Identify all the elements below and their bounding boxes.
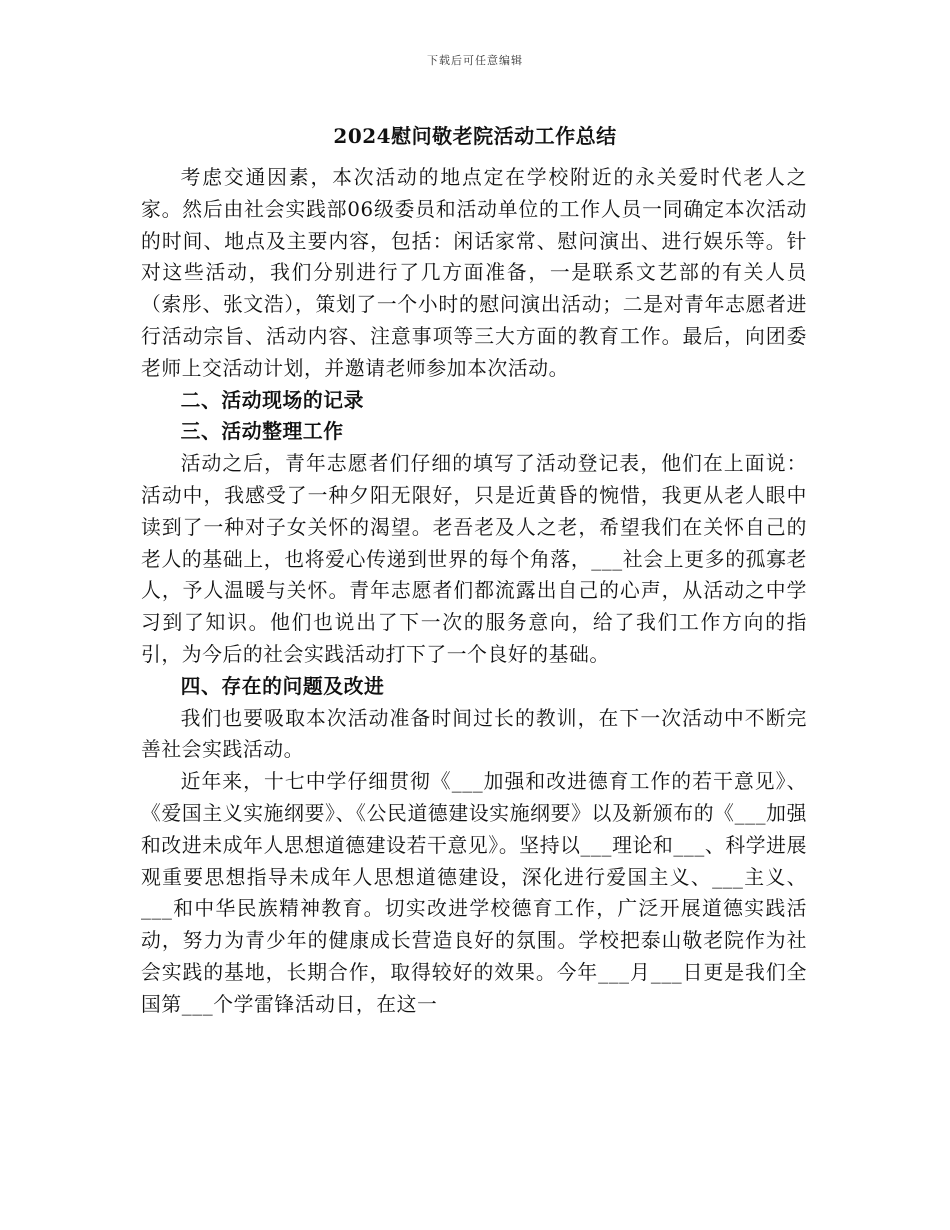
- section-heading-2: 二、活动现场的记录: [180, 387, 365, 412]
- section-heading-3: 三、活动整理工作: [180, 419, 344, 444]
- paragraph-after-activity: 活动之后，青年志愿者们仔细的填写了活动登记表，他们在上面说：活动中，我感受了一种夕阳无限好，只是近黄昏的惋惜，我更从老人眼中读到了一种对子女关怀的渴望。老吾老及人之老，希望我们在关怀自己的老人的基础上，也将爱心传递到世界的每个角落，___社会上更多的孤寡老人，予人温暖与关怀。青年志愿者们都流露出自己的心声，从活动之中学习到了知识。他们也说出了下一次的服务意向，给了我们工作方向的指引，为今后的社会实践活动打下了一个良好的基础。: [141, 452, 807, 666]
- paragraph-lessons: 我们也要吸取本次活动准备时间过长的教训，在下一次活动中不断完善社会实践活动。: [141, 706, 807, 762]
- header-note: 下载后可任意编辑: [427, 54, 523, 67]
- paragraph-school-practice: 近年来，十七中学仔细贯彻《___加强和改进德育工作的若干意见》、《爱国主义实施纲要》、《公民道德建设实施纲要》以及新颁布的《___加强和改进未成年人思想道德建设若干意见》。坚持以___理论和___、科学进展观重要思想指导未成年人思想道德建设，深化进行爱国主义、___主义、___和中华民族精神教育。切实改进学校德育工作，广泛开展道德实践活动，努力为青少年的健康成长营造良好的氛围。学校把泰山敬老院作为社会实践的基地，长期合作，取得较好的效果。今年___月___日更是我们全国第___个学雷锋活动日，在这一: [141, 770, 807, 1016]
- document-body: [141, 162, 807, 1021]
- document-title: 2024慰问敬老院活动工作总结: [333, 124, 617, 148]
- paragraph-preparation: 考虑交通因素，本次活动的地点定在学校附近的永关爱时代老人之家。然后由社会实践部06级委员和活动单位的工作人员一同确定本次活动的时间、地点及主要内容，包括：闲话家常、慰问演出、进行娱乐等。针对这些活动，我们分别进行了几方面准备，一是联系文艺部的有关人员（索彤、张文浩），策划了一个小时的慰问演出活动；二是对青年志愿者进行活动宗旨、活动内容、注意事项等三大方面的教育工作。最后，向团委老师上交活动计划，并邀请老师参加本次活动。: [141, 166, 807, 380]
- section-heading-4: 四、存在的问题及改进: [180, 673, 385, 698]
